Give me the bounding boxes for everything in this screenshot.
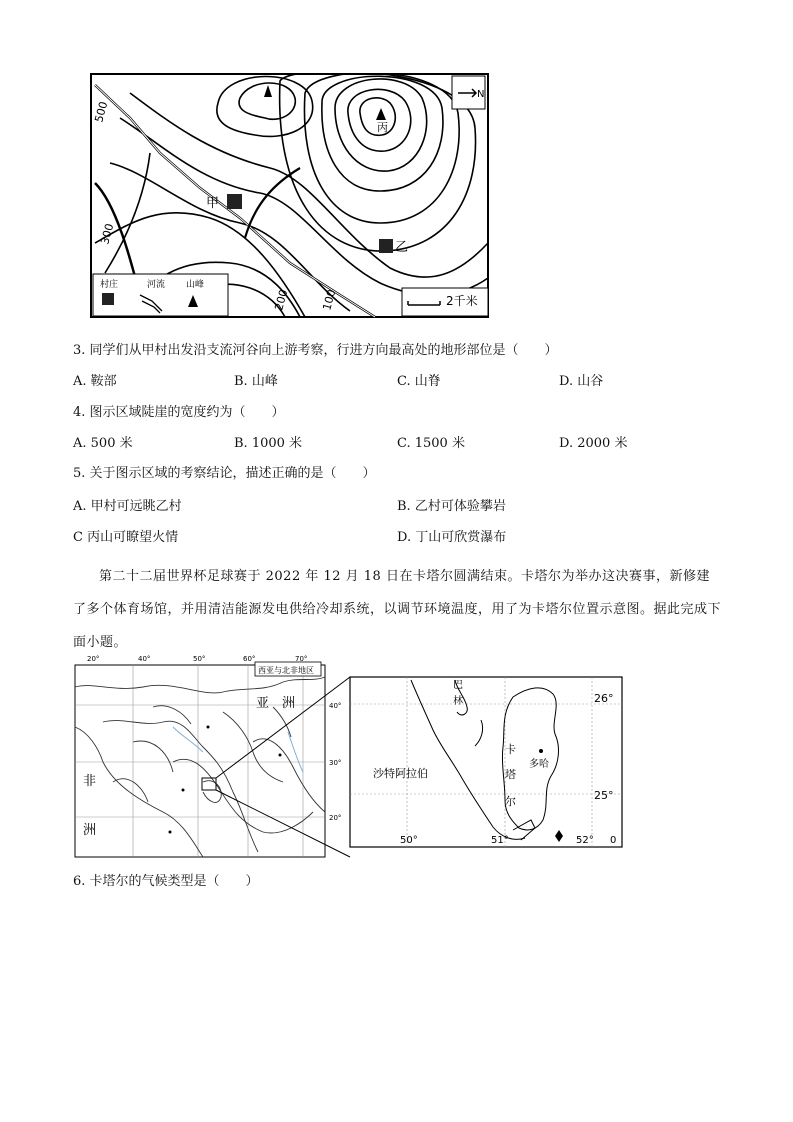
label-saudi-arabia: 沙特阿拉伯 <box>373 767 428 780</box>
left-lat-20: 20° <box>329 814 342 822</box>
q3-option-c: C. 山脊 <box>397 374 441 389</box>
q3-option-a: A. 鞍部 <box>73 374 117 389</box>
legend-village-icon <box>102 293 114 305</box>
q3-option-b: B. 山峰 <box>234 374 278 389</box>
village-yi-marker <box>379 239 393 253</box>
label-jia: 甲 <box>206 196 220 211</box>
legend-peak-label: 山峰 <box>186 280 205 290</box>
label-qatar-1: 卡 <box>505 743 516 756</box>
qatar-location-map <box>73 652 625 858</box>
q5-option-d: D. 丁山可欣赏瀑布 <box>397 530 507 545</box>
right-lon-52: 52° <box>576 835 594 846</box>
left-lat-40: 40° <box>329 702 342 710</box>
q4-option-b: B. 1000 米 <box>234 436 303 451</box>
question-5-stem: 5. 关于图示区域的考察结论，描述正确的是（ ） <box>73 466 376 481</box>
q3-option-d: D. 山谷 <box>559 374 604 389</box>
q4-option-d: D. 2000 米 <box>559 436 628 451</box>
label-africa-1: 非 <box>83 774 97 789</box>
question-3-stem: 3. 同学们从甲村出发沿支流河谷向上游考察，行进方向最高处的地形部位是（ ） <box>73 343 558 358</box>
question-4-stem: 4. 图示区域陡崖的宽度约为（ ） <box>73 405 285 420</box>
label-bing: 丙 <box>377 121 388 134</box>
right-lon-50: 50° <box>400 835 418 846</box>
legend-river-label: 河流 <box>147 280 166 290</box>
label-africa-2: 洲 <box>83 823 97 838</box>
right-lon-51: 51° <box>491 835 509 846</box>
q4-option-c: C. 1500 米 <box>397 436 465 451</box>
left-lon-20: 20° <box>87 655 100 663</box>
label-qatar-2: 塔 <box>505 768 516 781</box>
q5-option-a: A. 甲村可远眺乙村 <box>73 499 182 514</box>
north-label: N <box>477 89 485 100</box>
contour-label-500: 500 <box>92 100 111 124</box>
topographic-map <box>90 73 490 319</box>
left-lon-40: 40° <box>138 655 151 663</box>
q5-option-b: B. 乙村可体验攀岩 <box>397 499 506 514</box>
q4-option-a: A. 500 米 <box>73 436 133 451</box>
left-lat-30: 30° <box>329 759 342 767</box>
scale-label: 2千米 <box>446 294 478 308</box>
inset-title: 西亚与北非地区 <box>258 666 314 675</box>
contour-label-300: 300 <box>98 222 117 246</box>
label-qatar-3: 尔 <box>505 795 516 808</box>
village-jia-marker <box>227 194 242 209</box>
label-bahrain-2: 林 <box>453 696 463 707</box>
right-lat-26: 26° <box>594 692 614 705</box>
q5-option-c: C 丙山可瞭望火情 <box>73 530 179 545</box>
label-asia: 亚 洲 <box>256 696 296 711</box>
left-lon-60: 60° <box>243 655 256 663</box>
right-lat-25: 25° <box>594 789 614 802</box>
legend-village-label: 村庄 <box>100 280 119 290</box>
label-doha: 多哈 <box>529 759 549 770</box>
label-yi: 乙 <box>395 240 409 255</box>
contour-label-100: 100 <box>320 288 339 312</box>
question-6-stem: 6. 卡塔尔的气候类型是（ ） <box>73 874 259 889</box>
left-lon-70: 70° <box>295 655 308 663</box>
passage-text: 第二十二届世界杯足球赛于 2022 年 12 月 18 日在卡塔尔圆满结束。卡塔尔为举办这决赛事，新修建了多个体育场馆，并用清洁能源发电供给冷却系统，以调节环境温度，用了为卡塔尔位置示意图。据此完成下面小题。 <box>73 569 722 650</box>
label-bahrain-1: 巴 <box>453 680 463 691</box>
right-zero-mark: 0 <box>610 835 617 846</box>
left-lon-50: 50° <box>193 655 206 663</box>
contour-label-200: 200 <box>272 288 291 312</box>
